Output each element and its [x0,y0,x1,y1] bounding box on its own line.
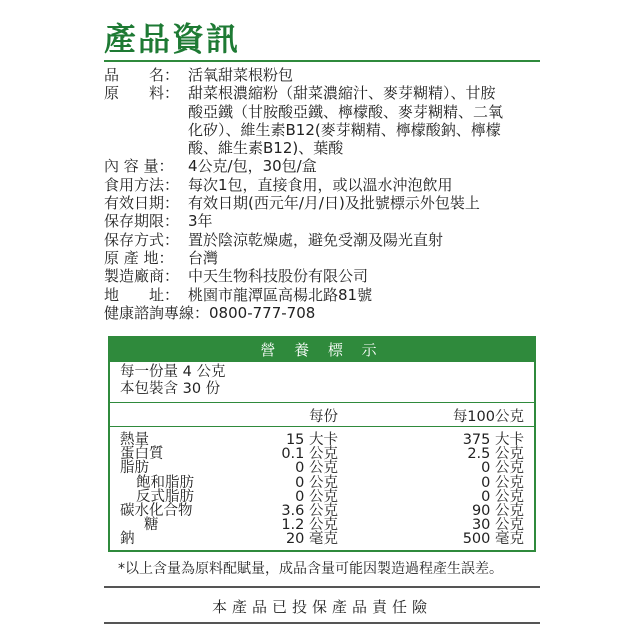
nutrient-per-serving: 1.2 公克 [281,517,338,534]
nutrition-rows [110,427,534,547]
nutrient-per-serving: 0 公克 [295,488,338,505]
info-value-line: 桃園市龍潭區高楊北路81號 [188,285,373,304]
nutrient-name: 反式脂肪 [136,488,194,505]
nutrition-row [110,490,534,504]
info-value-line: 置於陰涼乾燥處，避免受潮及陽光直射 [188,230,444,249]
insurance-footer: 本產品已投保產品責任險 [211,598,432,616]
info-row [104,157,544,175]
info-label: 保存方式： [104,230,180,249]
info-label: 製造廠商： [104,267,180,286]
nutrition-row [110,476,534,490]
info-label: 內 容 量： [104,157,174,176]
nutrient-per-100g: 375 大卡 [462,432,524,448]
info-label: 品 名： [104,66,180,84]
nutrient-per-100g: 0 公克 [481,488,524,505]
info-row [104,249,544,267]
page-title: 產品資訊 [104,20,241,58]
info-value [188,286,544,304]
info-value-line: 酸、維生素B12)、葉酸 [188,139,344,158]
info-value [188,231,544,249]
info-row [104,286,544,304]
info-value-line: 0800-777-708 [209,303,316,322]
servings-per-pack: 本包裝含 30 份 [120,381,221,397]
info-value [188,84,544,157]
nutrient-per-serving: 0 公克 [295,474,338,491]
nutrient-name: 熱量 [120,432,149,448]
info-value [188,194,544,212]
nutrient-name: 脂肪 [120,460,149,477]
info-value [188,66,544,84]
nutrient-name: 鈉 [120,531,135,548]
info-row [104,304,544,322]
nutrition-row [110,532,534,546]
info-label: 健康諮詢專線： [104,303,210,322]
nutrient-name: 飽和脂肪 [136,474,194,491]
info-row [104,194,544,212]
info-label: 保存期限： [104,212,180,231]
nutrient-per-100g: 30 公克 [471,517,524,534]
info-value-line: 3年 [188,212,213,231]
info-value-line: 酸亞鐵（甘胺酸亞鐵、檸檬酸、麥芽糊精、二氧 [188,102,504,121]
info-row [104,176,544,194]
product-info-list [104,66,544,322]
nutrient-per-100g: 90 公克 [471,502,524,519]
col-per-100g: 每100公克 [452,409,524,425]
nutrient-per-100g: 2.5 公克 [467,446,524,463]
info-value [188,249,544,267]
info-row [104,267,544,285]
info-row [104,84,544,157]
serving-size: 每一份量 4 公克 [120,364,226,380]
info-value-line: 中天生物科技股份有限公司 [188,267,369,286]
col-per-serving: 每份 [309,409,338,425]
nutrient-per-serving: 3.6 公克 [281,502,338,519]
nutrient-per-serving: 0 公克 [295,460,338,477]
info-label: 地 址： [104,285,180,304]
nutrient-name: 碳水化合物 [120,502,193,519]
nutrient-per-100g: 500 毫克 [462,531,524,548]
nutrition-column-headers [110,403,534,426]
info-row [104,66,544,84]
footer-top-rule [104,586,540,588]
info-row [104,231,544,249]
info-value-line: 有效日期(西元年/月/日)及批號標示外包裝上 [188,194,480,213]
info-label: 原 料： [104,84,180,103]
info-value-line: 化矽）、維生素B12(麥芽糊精、檸檬酸鈉、檸檬 [188,120,501,139]
info-value [188,157,544,175]
info-value [188,267,544,285]
nutrition-facts-table [108,336,536,552]
nutrient-per-serving: 20 毫克 [285,531,338,548]
nutrient-name: 糖 [144,517,159,534]
nutrient-per-serving: 15 大卡 [285,432,338,448]
info-value [209,304,544,322]
nutrient-per-100g: 0 公克 [481,474,524,491]
info-row [104,212,544,230]
nutrient-per-100g: 0 公克 [481,460,524,477]
info-value-line: 台灣 [188,248,219,267]
info-value-line: 每次1包，直接食用，或以溫水沖泡飲用 [188,175,453,194]
nutrient-name: 蛋白質 [120,446,164,463]
serving-info [110,362,534,402]
info-label: 原 產 地： [104,248,174,267]
info-value-line: 4公克/包，30包/盒 [188,157,317,176]
disclaimer-note: *以上含量為原料配賦量，成品含量可能因製造過程產生誤差。 [118,561,503,577]
info-value [188,176,544,194]
title-divider [104,60,540,62]
footer-bottom-rule [104,622,540,624]
info-value-line: 甜菜根濃縮粉（甜菜濃縮汁、麥芽糊精）、甘胺 [188,84,496,103]
nutrition-row [110,504,534,518]
nutrition-row [110,461,534,475]
nutrient-per-serving: 0.1 公克 [281,446,338,463]
info-value-line: 活氧甜菜根粉包 [188,66,294,84]
info-label: 食用方法： [104,175,180,194]
info-label: 有效日期： [104,194,180,213]
info-value [188,212,544,230]
nutrition-header: 營 養 標 示 [110,338,534,362]
